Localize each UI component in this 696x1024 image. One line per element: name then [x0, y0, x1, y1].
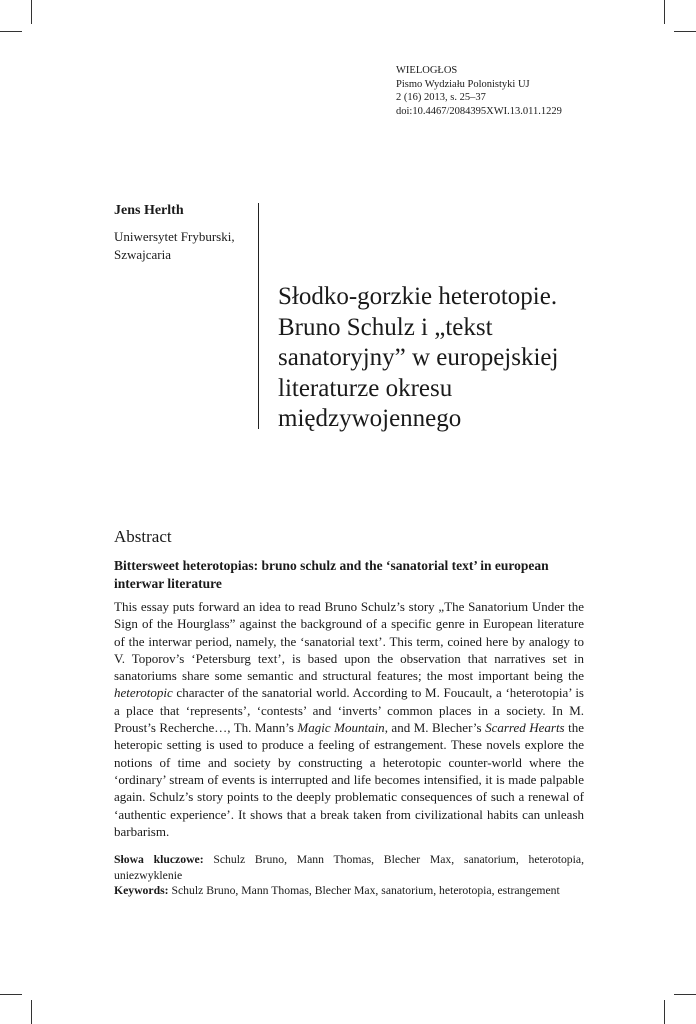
abstract-text: , and M. Blecher’s: [384, 720, 486, 736]
crop-mark: [0, 994, 22, 995]
title-line: międzywojennego: [278, 405, 462, 432]
crop-mark: [31, 1000, 32, 1024]
author-name: Jens Herlth: [114, 203, 184, 218]
abstract-text: This essay puts forward an idea to read Bruno Schulz’s story „The Sanatorium Under the Sign of the Hourglass” against the background of a specific genre in European literature of the interwar period, namely, the ‘sanatorial text’. This term, coined here by analogy to V. Toporov’s ‘Petersburg text’, is based upon the observation that narratives set in sanatoriums share some semantic and structural features; the most important being the: [114, 599, 584, 684]
abstract-text: character of the sanatorial world. According to M. Foucault, a ‘heterotopia’ is a place that ‘represents’, ‘contests’ and ‘inverts’ common places in a society. In M. Proust’s Recherche…, Th. Mann’s: [114, 685, 584, 736]
crop-mark: [31, 0, 32, 24]
crop-mark: [664, 0, 665, 24]
title-line: sanatoryjny” w europejskiej: [278, 344, 559, 371]
author-block: [114, 202, 254, 264]
abstract-body: [114, 598, 584, 840]
crop-mark: [674, 994, 696, 995]
author-affiliation-line1: Uniwersytet Fryburski,: [114, 229, 235, 244]
abstract-text: the heteropic setting is used to produce a feeling of estrangement. These novels explore the notions of time and society by constructing a heterotopic counter-world where the ‘ordinary’ stream of events is interrupted and life becomes intensified, it is made palpable again. Schulz’s story points to the deeply problematic consequences of such a renewal of ‘authentic experience’. It shows that a break taken from civilizational habits can unleash barbarism.: [114, 720, 584, 839]
journal-publisher: Pismo Wydziału Polonistyki UJ: [396, 78, 530, 90]
abstract-emphasis: heterotopic: [114, 685, 173, 701]
journal-doi[interactable]: doi:10.4467/2084395XWI.13.011.1229: [396, 105, 562, 117]
journal-name: WIELOGŁOS: [396, 65, 458, 76]
crop-mark: [674, 31, 696, 32]
journal-header: [396, 64, 686, 118]
keywords-polish-label: Słowa kluczowe:: [114, 853, 204, 866]
vertical-divider: [258, 203, 259, 429]
journal-issue: 2 (16) 2013, s. 25–37: [396, 92, 486, 103]
crop-mark: [0, 31, 22, 32]
title-line: literaturze okresu: [278, 374, 453, 402]
abstract-heading: Abstract: [114, 527, 172, 546]
article-title: [278, 282, 678, 435]
title-line: Słodko-gorzkie heterotopie.: [278, 283, 558, 310]
keywords-polish: [114, 852, 584, 883]
abstract-title: Bittersweet heterotopias: bruno schulz and the ‘sanatorial text’ in european interwar literature: [114, 558, 549, 591]
abstract-emphasis: Magic Mountain: [297, 720, 385, 736]
keywords-polish-text: Schulz Bruno, Mann Thomas, Blecher Max, sanatorium, heterotopia, uniezwyklenie: [114, 853, 584, 882]
abstract-emphasis: Scarred Hearts: [485, 720, 565, 736]
title-line: Bruno Schulz i „tekst: [278, 313, 493, 341]
keywords-english-text: Schulz Bruno, Mann Thomas, Blecher Max, sanatorium, heterotopia, estrangement: [168, 884, 560, 897]
keywords-block: [114, 852, 584, 899]
keywords-english-label: Keywords:: [114, 884, 169, 897]
crop-mark: [664, 1000, 665, 1024]
keywords-english: [114, 883, 584, 899]
author-affiliation-line2: Szwajcaria: [114, 247, 172, 262]
